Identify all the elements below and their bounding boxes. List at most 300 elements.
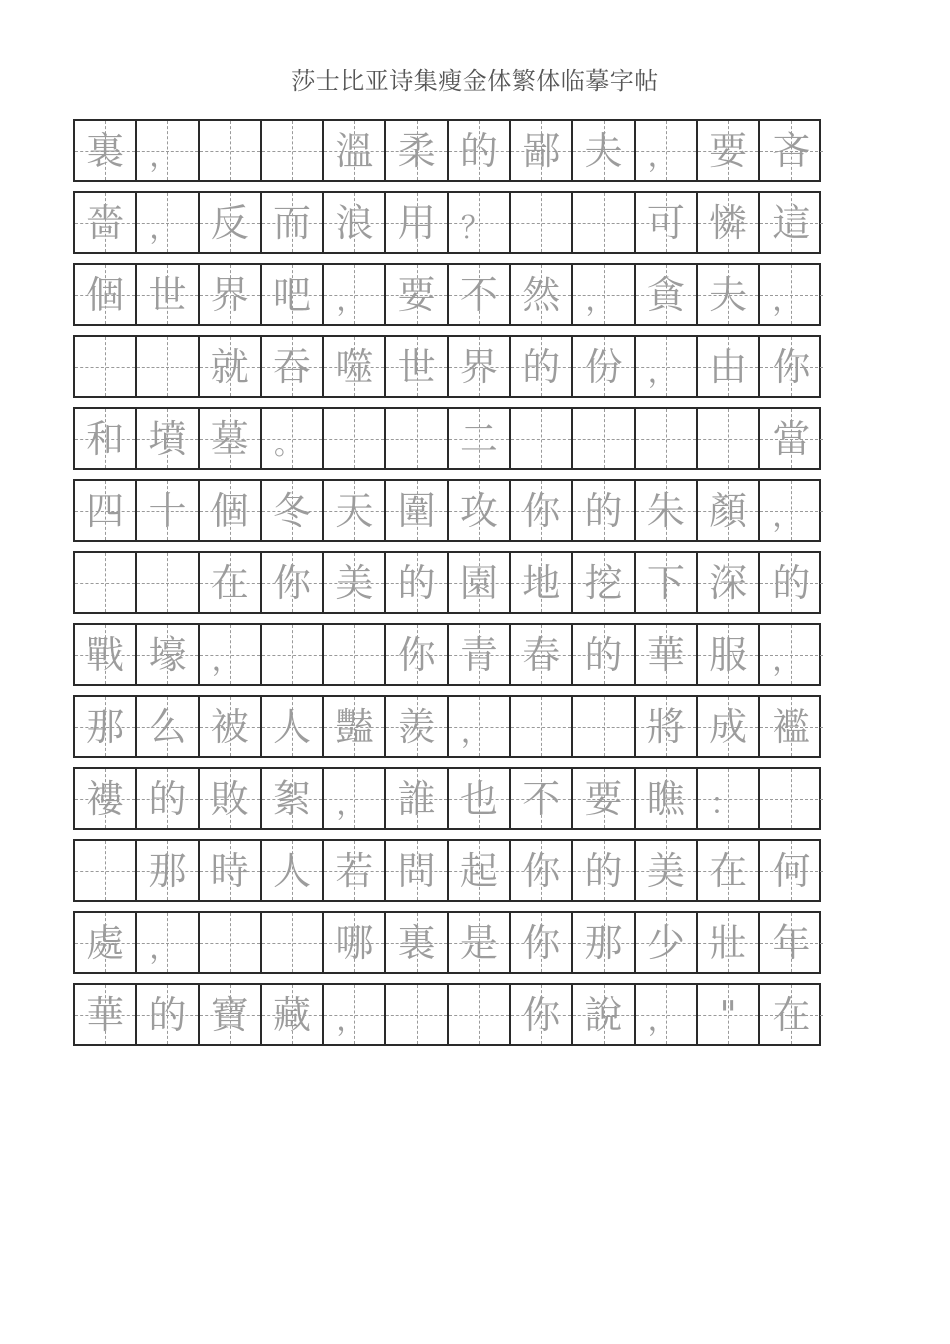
grid-cell — [200, 265, 262, 324]
grid-cell — [760, 337, 822, 396]
grid-cell — [75, 193, 137, 252]
grid-cell — [698, 481, 760, 540]
tracing-character: 。 — [273, 427, 304, 462]
tracing-character: 你 — [772, 344, 811, 389]
grid-cell — [573, 337, 635, 396]
grid-cell — [75, 121, 137, 180]
tracing-character: 的 — [397, 560, 436, 605]
tracing-character: 你 — [522, 848, 561, 893]
grid-cell — [137, 985, 199, 1044]
grid-row — [73, 479, 821, 542]
grid-cell — [262, 697, 324, 756]
grid-cell — [386, 913, 448, 972]
tracing-character: 攻 — [459, 488, 498, 533]
tracing-character: 溫 — [335, 128, 374, 173]
grid-cell — [137, 625, 199, 684]
grid-cell — [636, 625, 698, 684]
grid-cell — [760, 985, 822, 1044]
grid-cell — [760, 913, 822, 972]
tracing-character — [75, 337, 135, 396]
tracing-character: ， — [336, 787, 367, 822]
tracing-character: 寶 — [210, 992, 249, 1037]
grid-cell — [511, 769, 573, 828]
grid-cell — [511, 985, 573, 1044]
tracing-character: 夫 — [709, 272, 748, 317]
grid-cell — [698, 985, 760, 1044]
tracing-character — [262, 625, 322, 684]
grid-cell — [636, 769, 698, 828]
tracing-character: 而 — [273, 200, 312, 245]
tracing-character: 那 — [148, 848, 187, 893]
grid-cell — [449, 697, 511, 756]
tracing-character: 要 — [584, 776, 623, 821]
grid-cell — [200, 121, 262, 180]
grid-cell — [698, 265, 760, 324]
grid-cell — [262, 265, 324, 324]
grid-cell — [573, 193, 635, 252]
tracing-character: " — [719, 992, 737, 1037]
grid-cell — [636, 913, 698, 972]
tracing-character: 青 — [459, 632, 498, 677]
grid-cell — [137, 697, 199, 756]
tracing-character: 個 — [86, 272, 125, 317]
tracing-character: 不 — [459, 272, 498, 317]
grid-cell — [573, 625, 635, 684]
tracing-character: 你 — [273, 560, 312, 605]
tracing-character: ， — [772, 499, 803, 534]
tracing-character — [573, 409, 633, 468]
grid-cell — [324, 553, 386, 612]
grid-cell — [324, 913, 386, 972]
grid-cell — [449, 841, 511, 900]
grid-cell — [760, 409, 822, 468]
grid-cell — [760, 121, 822, 180]
grid-cell — [386, 409, 448, 468]
grid-cell — [137, 193, 199, 252]
tracing-character: 園 — [459, 560, 498, 605]
tracing-character: ， — [336, 1003, 367, 1038]
grid-cell — [262, 841, 324, 900]
grid-cell — [75, 841, 137, 900]
tracing-character: 吝 — [772, 128, 811, 173]
tracing-character — [75, 553, 135, 612]
grid-cell — [698, 625, 760, 684]
grid-cell — [137, 841, 199, 900]
grid-row — [73, 551, 821, 614]
tracing-character: 戰 — [86, 632, 125, 677]
tracing-character: 裏 — [86, 128, 125, 173]
grid-row — [73, 695, 821, 758]
tracing-character: 朱 — [646, 488, 685, 533]
tracing-character — [636, 409, 696, 468]
grid-row — [73, 263, 821, 326]
tracing-character: 襤 — [772, 704, 811, 749]
grid-cell — [449, 769, 511, 828]
tracing-character — [760, 769, 822, 828]
grid-cell — [449, 913, 511, 972]
tracing-character — [200, 913, 260, 972]
grid-cell — [698, 121, 760, 180]
grid-cell — [573, 697, 635, 756]
tracing-character — [511, 697, 571, 756]
tracing-character: 夫 — [584, 128, 623, 173]
grid-cell — [262, 985, 324, 1044]
grid-cell — [75, 409, 137, 468]
tracing-character: 吧 — [273, 272, 312, 317]
grid-cell — [137, 121, 199, 180]
grid-cell — [573, 121, 635, 180]
tracing-character: 用 — [397, 200, 436, 245]
grid-cell — [573, 409, 635, 468]
grid-cell — [262, 409, 324, 468]
grid-cell — [636, 409, 698, 468]
grid-cell — [760, 697, 822, 756]
tracing-character: 份 — [584, 344, 623, 389]
grid-cell — [573, 841, 635, 900]
tracing-character: 將 — [646, 704, 685, 749]
tracing-character: 由 — [709, 344, 748, 389]
grid-cell — [75, 265, 137, 324]
tracing-character — [200, 121, 260, 180]
tracing-character: 墓 — [210, 416, 249, 461]
tracing-character: 說 — [584, 992, 623, 1037]
tracing-character: 天 — [335, 488, 374, 533]
grid-cell — [386, 121, 448, 180]
grid-cell — [511, 337, 573, 396]
tracing-character: 的 — [772, 560, 811, 605]
grid-cell — [75, 985, 137, 1044]
tracing-character: 華 — [86, 992, 125, 1037]
tracing-character: 這 — [772, 200, 811, 245]
grid-cell — [262, 121, 324, 180]
grid-cell — [324, 625, 386, 684]
tracing-character: ， — [211, 643, 242, 678]
tracing-character — [75, 841, 135, 900]
grid-cell — [200, 409, 262, 468]
grid-cell — [262, 769, 324, 828]
grid-row — [73, 335, 821, 398]
grid-cell — [511, 121, 573, 180]
grid-row — [73, 911, 821, 974]
practice-grid — [73, 119, 821, 1055]
tracing-character: 世 — [148, 272, 187, 317]
tracing-character: ， — [647, 355, 678, 390]
tracing-character: 在 — [709, 848, 748, 893]
tracing-character: 壕 — [148, 632, 187, 677]
tracing-character: 藏 — [273, 992, 312, 1037]
tracing-character: 的 — [522, 344, 561, 389]
grid-cell — [262, 481, 324, 540]
grid-cell — [511, 481, 573, 540]
tracing-character: 界 — [459, 344, 498, 389]
grid-cell — [324, 841, 386, 900]
grid-cell — [511, 193, 573, 252]
tracing-character: 然 — [522, 272, 561, 317]
tracing-character: 在 — [772, 992, 811, 1037]
grid-cell — [75, 913, 137, 972]
tracing-character: 服 — [709, 632, 748, 677]
grid-cell — [636, 841, 698, 900]
tracing-character: 華 — [646, 632, 685, 677]
tracing-character: 柔 — [397, 128, 436, 173]
grid-cell — [200, 193, 262, 252]
grid-cell — [324, 121, 386, 180]
grid-cell — [137, 409, 199, 468]
tracing-character: 吞 — [273, 344, 312, 389]
tracing-character: 哪 — [335, 920, 374, 965]
grid-cell — [636, 193, 698, 252]
grid-cell — [137, 337, 199, 396]
grid-cell — [511, 625, 573, 684]
tracing-character: 人 — [273, 848, 312, 893]
tracing-character: 年 — [772, 920, 811, 965]
grid-cell — [449, 121, 511, 180]
tracing-character — [262, 121, 322, 180]
grid-row — [73, 407, 821, 470]
tracing-character: ， — [149, 211, 180, 246]
grid-cell — [200, 841, 262, 900]
tracing-character: ， — [336, 283, 367, 318]
tracing-character: 深 — [709, 560, 748, 605]
tracing-character — [262, 913, 322, 972]
grid-cell — [636, 697, 698, 756]
tracing-character — [386, 409, 446, 468]
tracing-character: 的 — [148, 776, 187, 821]
grid-cell — [511, 697, 573, 756]
grid-row — [73, 839, 821, 902]
grid-cell — [636, 553, 698, 612]
tracing-character: 人 — [273, 704, 312, 749]
grid-cell — [75, 625, 137, 684]
grid-cell — [386, 625, 448, 684]
grid-cell — [324, 985, 386, 1044]
grid-cell — [573, 913, 635, 972]
grid-cell — [449, 481, 511, 540]
grid-cell — [698, 697, 760, 756]
grid-cell — [449, 985, 511, 1044]
grid-row — [73, 191, 821, 254]
tracing-character: 和 — [86, 416, 125, 461]
grid-cell — [760, 481, 822, 540]
grid-cell — [698, 841, 760, 900]
tracing-character: 起 — [459, 848, 498, 893]
grid-cell — [698, 913, 760, 972]
tracing-character: 問 — [397, 848, 436, 893]
tracing-character: 你 — [522, 920, 561, 965]
tracing-character: 敗 — [210, 776, 249, 821]
tracing-character: 那 — [86, 704, 125, 749]
tracing-character: 界 — [210, 272, 249, 317]
tracing-character: ， — [460, 715, 491, 750]
grid-cell — [511, 913, 573, 972]
grid-cell — [324, 265, 386, 324]
grid-cell — [386, 841, 448, 900]
grid-cell — [324, 409, 386, 468]
tracing-character: 豔 — [335, 704, 374, 749]
grid-cell — [324, 193, 386, 252]
grid-cell — [75, 553, 137, 612]
grid-cell — [75, 769, 137, 828]
grid-cell — [137, 481, 199, 540]
tracing-character: 的 — [584, 488, 623, 533]
tracing-character: 的 — [584, 848, 623, 893]
grid-cell — [573, 985, 635, 1044]
grid-cell — [511, 553, 573, 612]
grid-cell — [449, 553, 511, 612]
tracing-character: 世 — [397, 344, 436, 389]
grid-cell — [75, 337, 137, 396]
grid-cell — [324, 697, 386, 756]
tracing-character — [698, 409, 758, 468]
tracing-character: 圍 — [397, 488, 436, 533]
tracing-character: 褸 — [86, 776, 125, 821]
tracing-character: 的 — [148, 992, 187, 1037]
grid-cell — [449, 337, 511, 396]
tracing-character: ， — [647, 1003, 678, 1038]
grid-cell — [137, 769, 199, 828]
tracing-character: 你 — [522, 992, 561, 1037]
grid-cell — [511, 265, 573, 324]
tracing-character: 羨 — [397, 704, 436, 749]
grid-cell — [200, 913, 262, 972]
tracing-character — [386, 985, 446, 1044]
tracing-character: 挖 — [584, 560, 623, 605]
grid-cell — [698, 337, 760, 396]
grid-cell — [262, 193, 324, 252]
tracing-character: 春 — [522, 632, 561, 677]
grid-cell — [200, 697, 262, 756]
tracing-character: 你 — [522, 488, 561, 533]
grid-cell — [262, 553, 324, 612]
tracing-character: 那 — [584, 920, 623, 965]
grid-cell — [324, 337, 386, 396]
tracing-character: 何 — [772, 848, 811, 893]
tracing-character: 個 — [210, 488, 249, 533]
grid-cell — [698, 193, 760, 252]
grid-cell — [386, 481, 448, 540]
tracing-character: 不 — [522, 776, 561, 821]
tracing-character: 反 — [210, 200, 249, 245]
tracing-character: 也 — [459, 776, 498, 821]
grid-cell — [200, 769, 262, 828]
tracing-character: 裏 — [397, 920, 436, 965]
tracing-character: 瞧 — [646, 776, 685, 821]
grid-cell — [386, 553, 448, 612]
grid-cell — [449, 193, 511, 252]
tracing-character: 顏 — [709, 488, 748, 533]
tracing-character: 若 — [335, 848, 374, 893]
grid-cell — [137, 913, 199, 972]
tracing-character: ？ — [460, 211, 491, 246]
tracing-character: 成 — [709, 704, 748, 749]
tracing-character: 壯 — [709, 920, 748, 965]
tracing-character: 貪 — [646, 272, 685, 317]
tracing-character: ， — [772, 643, 803, 678]
tracing-character: 被 — [210, 704, 249, 749]
grid-cell — [200, 625, 262, 684]
tracing-character: 你 — [397, 632, 436, 677]
tracing-character: 就 — [210, 344, 249, 389]
tracing-character: 美 — [335, 560, 374, 605]
grid-cell — [200, 553, 262, 612]
tracing-character: 的 — [459, 128, 498, 173]
grid-cell — [262, 337, 324, 396]
grid-cell — [386, 265, 448, 324]
grid-cell — [760, 769, 822, 828]
grid-cell — [573, 265, 635, 324]
grid-cell — [636, 337, 698, 396]
grid-cell — [324, 769, 386, 828]
tracing-character — [137, 553, 197, 612]
grid-cell — [137, 553, 199, 612]
grid-cell — [386, 985, 448, 1044]
tracing-character: 冬 — [273, 488, 312, 533]
grid-cell — [324, 481, 386, 540]
tracing-character: ， — [647, 139, 678, 174]
grid-row — [73, 767, 821, 830]
tracing-character — [324, 409, 384, 468]
tracing-character — [137, 337, 197, 396]
grid-cell — [262, 913, 324, 972]
tracing-character: 要 — [397, 272, 436, 317]
tracing-character — [449, 985, 509, 1044]
grid-cell — [636, 985, 698, 1044]
grid-cell — [386, 337, 448, 396]
grid-cell — [386, 193, 448, 252]
grid-cell — [636, 265, 698, 324]
grid-cell — [698, 409, 760, 468]
tracing-character: 是 — [459, 920, 498, 965]
tracing-character: 時 — [210, 848, 249, 893]
tracing-character: ： — [709, 787, 740, 822]
tracing-character — [324, 625, 384, 684]
tracing-character: 墳 — [148, 416, 187, 461]
grid-cell — [75, 481, 137, 540]
grid-cell — [636, 481, 698, 540]
tracing-character: 二 — [459, 416, 498, 461]
tracing-character: 美 — [646, 848, 685, 893]
grid-cell — [75, 697, 137, 756]
grid-cell — [636, 121, 698, 180]
tracing-character: 浪 — [335, 200, 374, 245]
tracing-character: 噬 — [335, 344, 374, 389]
tracing-character: 憐 — [709, 200, 748, 245]
grid-cell — [449, 625, 511, 684]
grid-cell — [449, 265, 511, 324]
grid-cell — [698, 553, 760, 612]
grid-cell — [573, 769, 635, 828]
tracing-character: 嗇 — [86, 200, 125, 245]
grid-cell — [262, 625, 324, 684]
tracing-character: ， — [772, 283, 803, 318]
grid-row — [73, 119, 821, 182]
tracing-character — [573, 193, 633, 252]
tracing-character: 可 — [646, 200, 685, 245]
grid-cell — [386, 697, 448, 756]
tracing-character: 絮 — [273, 776, 312, 821]
tracing-character: 下 — [646, 560, 685, 605]
grid-cell — [449, 409, 511, 468]
grid-cell — [200, 985, 262, 1044]
tracing-character: 地 — [522, 560, 561, 605]
grid-row — [73, 983, 821, 1046]
tracing-character: 當 — [772, 416, 811, 461]
grid-cell — [511, 841, 573, 900]
tracing-character: 要 — [709, 128, 748, 173]
grid-cell — [137, 265, 199, 324]
grid-row — [73, 623, 821, 686]
tracing-character: 四 — [86, 488, 125, 533]
